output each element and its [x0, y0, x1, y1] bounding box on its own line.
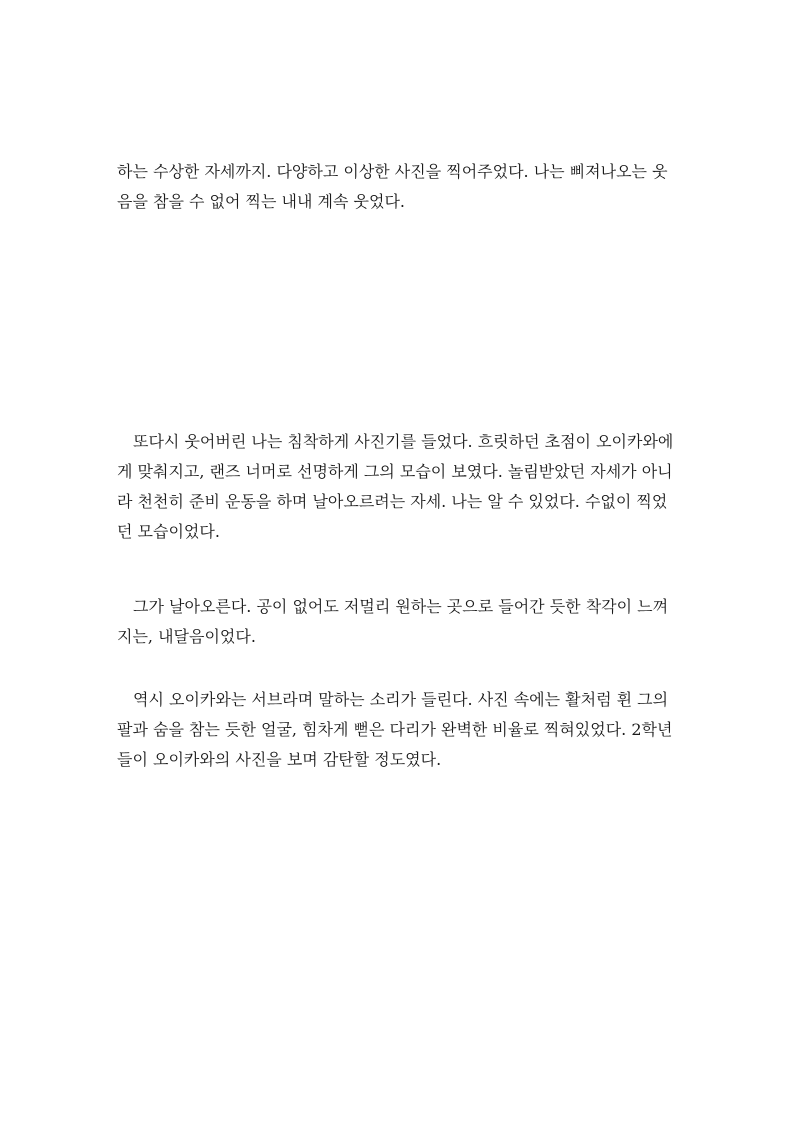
paragraph-3	[117, 592, 693, 652]
text-line: 라 천천히 준비 운동을 하며 날아오르려는 자세. 나는 알 수 있었다. 수없이 찍었	[117, 492, 668, 511]
paragraph-2	[117, 427, 693, 547]
text-line: 음을 참을 수 없어 찍는 내내 계속 웃었다.	[117, 192, 405, 211]
text-line-content: 또다시 웃어버린 나는 침착하게 사진기를 들었다. 흐릿하던 초점이 오이카와에	[133, 432, 674, 451]
text-line: 들이 오이카와의 사진을 보며 감탄할 정도였다.	[117, 750, 442, 769]
paragraph-1	[117, 157, 693, 217]
text-line-content: 그가 날아오른다. 공이 없어도 저멀리 원하는 곳으로 들어간 듯한 착각이 느껴	[133, 597, 669, 616]
text-line: 팔과 숨을 참는 듯한 얼굴, 힘차게 뻗은 다리가 완벽한 비율로 찍혀있었다. 2학년	[117, 720, 673, 739]
text-line-first	[117, 592, 693, 622]
text-line: 지는, 내달음이었다.	[117, 627, 256, 646]
text-line: 게 맞춰지고, 랜즈 너머로 선명하게 그의 모습이 보였다. 놀림받았던 자세가 아니	[117, 462, 673, 481]
text-line-content: 역시 오이카와는 서브라며 말하는 소리가 들린다. 사진 속에는 활처럼 휜 그의	[133, 690, 669, 709]
text-line-first	[117, 685, 693, 715]
paragraph-4	[117, 685, 693, 775]
text-line: 하는 수상한 자세까지. 다양하고 이상한 사진을 찍어주었다. 나는 삐져나오는 웃	[117, 162, 668, 181]
text-line-first	[117, 427, 693, 457]
text-line: 던 모습이었다.	[117, 522, 220, 541]
